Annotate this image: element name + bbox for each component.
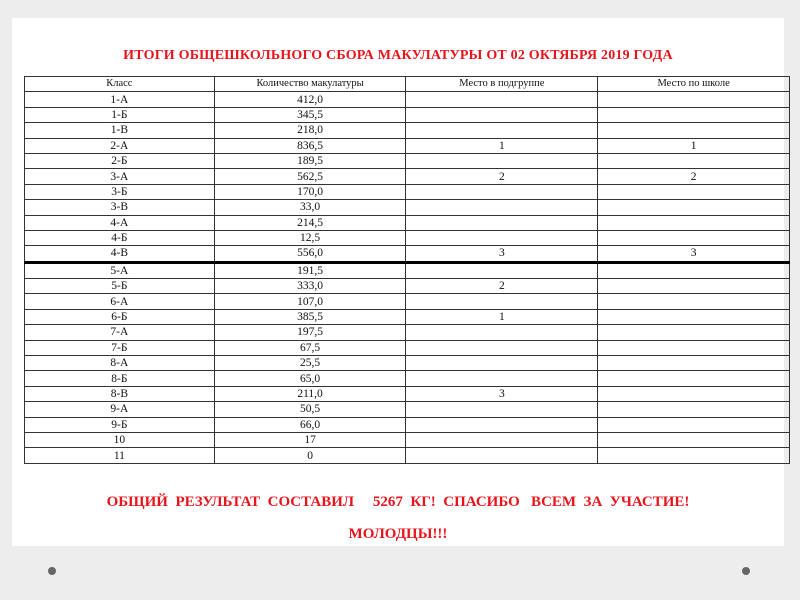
cell-subgroup-place bbox=[406, 371, 598, 386]
cell-subgroup-place bbox=[406, 340, 598, 355]
slide-dot-right bbox=[742, 567, 750, 575]
cell-amount: 65,0 bbox=[214, 371, 406, 386]
cell-amount: 170,0 bbox=[214, 184, 406, 199]
table-row bbox=[25, 325, 790, 340]
cell-school-place bbox=[598, 294, 790, 309]
cell-amount: 218,0 bbox=[214, 123, 406, 138]
cell-school-place: 1 bbox=[598, 138, 790, 153]
cell-subgroup-place: 3 bbox=[406, 386, 598, 401]
cell-subgroup-place bbox=[406, 107, 598, 122]
cell-school-place bbox=[598, 356, 790, 371]
cell-amount: 197,5 bbox=[214, 325, 406, 340]
cell-subgroup-place bbox=[406, 230, 598, 245]
cell-class: 1-А bbox=[25, 92, 215, 107]
cell-amount: 385,5 bbox=[214, 309, 406, 324]
header-class: Класс bbox=[25, 77, 215, 92]
total-result-text: ОБЩИЙ РЕЗУЛЬТАТ СОСТАВИЛ 5267 КГ! СПАСИБО ВСЕМ ЗА УЧАСТИЕ! bbox=[106, 494, 690, 510]
cell-subgroup-place bbox=[406, 153, 598, 168]
cell-school-place bbox=[598, 371, 790, 386]
cell-amount: 0 bbox=[214, 448, 406, 463]
cell-class: 8-А bbox=[25, 356, 215, 371]
cell-amount: 562,5 bbox=[214, 169, 406, 184]
cell-school-place bbox=[598, 448, 790, 463]
cell-school-place bbox=[598, 432, 790, 447]
table-row bbox=[25, 138, 790, 153]
table-row bbox=[25, 184, 790, 199]
cell-subgroup-place: 2 bbox=[406, 169, 598, 184]
table-row bbox=[25, 309, 790, 324]
header-amount: Количество макулатуры bbox=[214, 77, 406, 92]
congrats-text: МОЛОДЦЫ!!! bbox=[348, 526, 448, 542]
table-row bbox=[25, 123, 790, 138]
cell-amount: 12,5 bbox=[214, 230, 406, 245]
cell-subgroup-place bbox=[406, 262, 598, 278]
cell-class: 3-В bbox=[25, 200, 215, 215]
cell-amount: 189,5 bbox=[214, 153, 406, 168]
cell-subgroup-place bbox=[406, 184, 598, 199]
cell-subgroup-place bbox=[406, 432, 598, 447]
table-body bbox=[25, 92, 790, 463]
cell-class: 5-Б bbox=[25, 279, 215, 294]
cell-subgroup-place bbox=[406, 417, 598, 432]
cell-amount: 33,0 bbox=[214, 200, 406, 215]
cell-subgroup-place: 3 bbox=[406, 246, 598, 262]
table-row bbox=[25, 246, 790, 262]
cell-school-place bbox=[598, 123, 790, 138]
cell-class: 2-Б bbox=[25, 153, 215, 168]
cell-class: 3-А bbox=[25, 169, 215, 184]
cell-class: 8-Б bbox=[25, 371, 215, 386]
cell-class: 4-А bbox=[25, 215, 215, 230]
cell-subgroup-place bbox=[406, 448, 598, 463]
table-row bbox=[25, 386, 790, 401]
table-row bbox=[25, 340, 790, 355]
cell-amount: 333,0 bbox=[214, 279, 406, 294]
cell-school-place bbox=[598, 279, 790, 294]
cell-amount: 25,5 bbox=[214, 356, 406, 371]
cell-school-place bbox=[598, 325, 790, 340]
header-school-place: Место по школе bbox=[598, 77, 790, 92]
cell-class: 6-А bbox=[25, 294, 215, 309]
cell-amount: 214,5 bbox=[214, 215, 406, 230]
cell-amount: 345,5 bbox=[214, 107, 406, 122]
cell-amount: 191,5 bbox=[214, 262, 406, 278]
cell-amount: 67,5 bbox=[214, 340, 406, 355]
table-row bbox=[25, 448, 790, 463]
table-row bbox=[25, 279, 790, 294]
cell-amount: 836,5 bbox=[214, 138, 406, 153]
cell-class: 11 bbox=[25, 448, 215, 463]
cell-subgroup-place: 2 bbox=[406, 279, 598, 294]
slide-dot-left bbox=[48, 567, 56, 575]
cell-class: 7-А bbox=[25, 325, 215, 340]
table-row bbox=[25, 200, 790, 215]
cell-class: 9-А bbox=[25, 402, 215, 417]
cell-subgroup-place bbox=[406, 215, 598, 230]
cell-amount: 412,0 bbox=[214, 92, 406, 107]
cell-class: 7-Б bbox=[25, 340, 215, 355]
cell-subgroup-place bbox=[406, 356, 598, 371]
cell-class: 2-А bbox=[25, 138, 215, 153]
cell-class: 9-Б bbox=[25, 417, 215, 432]
cell-school-place bbox=[598, 402, 790, 417]
cell-class: 4-В bbox=[25, 246, 215, 262]
cell-school-place: 3 bbox=[598, 246, 790, 262]
cell-school-place bbox=[598, 107, 790, 122]
cell-subgroup-place bbox=[406, 92, 598, 107]
cell-school-place bbox=[598, 309, 790, 324]
cell-class: 4-Б bbox=[25, 230, 215, 245]
cell-school-place: 2 bbox=[598, 169, 790, 184]
cell-amount: 66,0 bbox=[214, 417, 406, 432]
table-row bbox=[25, 356, 790, 371]
page-title: ИТОГИ ОБЩЕШКОЛЬНОГО СБОРА МАКУЛАТУРЫ ОТ 02 ОКТЯБРЯ 2019 ГОДА bbox=[123, 48, 673, 63]
cell-school-place bbox=[598, 153, 790, 168]
cell-subgroup-place: 1 bbox=[406, 309, 598, 324]
slide bbox=[12, 18, 784, 546]
table-row bbox=[25, 262, 790, 278]
cell-amount: 211,0 bbox=[214, 386, 406, 401]
cell-school-place bbox=[598, 386, 790, 401]
table-row bbox=[25, 371, 790, 386]
cell-class: 5-А bbox=[25, 262, 215, 278]
table-row bbox=[25, 432, 790, 447]
cell-class: 8-В bbox=[25, 386, 215, 401]
table-row bbox=[25, 417, 790, 432]
cell-subgroup-place bbox=[406, 200, 598, 215]
cell-subgroup-place bbox=[406, 294, 598, 309]
table-header-row bbox=[25, 77, 790, 92]
cell-school-place bbox=[598, 215, 790, 230]
cell-school-place bbox=[598, 184, 790, 199]
cell-school-place bbox=[598, 340, 790, 355]
table-row bbox=[25, 215, 790, 230]
cell-amount: 556,0 bbox=[214, 246, 406, 262]
cell-amount: 107,0 bbox=[214, 294, 406, 309]
table-row bbox=[25, 92, 790, 107]
cell-subgroup-place: 1 bbox=[406, 138, 598, 153]
header-subgroup-place: Место в подгруппе bbox=[406, 77, 598, 92]
cell-school-place bbox=[598, 417, 790, 432]
cell-class: 10 bbox=[25, 432, 215, 447]
table-row bbox=[25, 107, 790, 122]
table-row bbox=[25, 169, 790, 184]
cell-class: 1-Б bbox=[25, 107, 215, 122]
table-row bbox=[25, 402, 790, 417]
table-row bbox=[25, 294, 790, 309]
cell-school-place bbox=[598, 92, 790, 107]
cell-class: 6-Б bbox=[25, 309, 215, 324]
table-row bbox=[25, 230, 790, 245]
cell-amount: 17 bbox=[214, 432, 406, 447]
cell-class: 3-Б bbox=[25, 184, 215, 199]
results-table bbox=[24, 76, 790, 464]
cell-school-place bbox=[598, 200, 790, 215]
cell-subgroup-place bbox=[406, 402, 598, 417]
cell-amount: 50,5 bbox=[214, 402, 406, 417]
cell-subgroup-place bbox=[406, 325, 598, 340]
cell-class: 1-В bbox=[25, 123, 215, 138]
cell-school-place bbox=[598, 262, 790, 278]
table-row bbox=[25, 153, 790, 168]
cell-subgroup-place bbox=[406, 123, 598, 138]
cell-school-place bbox=[598, 230, 790, 245]
